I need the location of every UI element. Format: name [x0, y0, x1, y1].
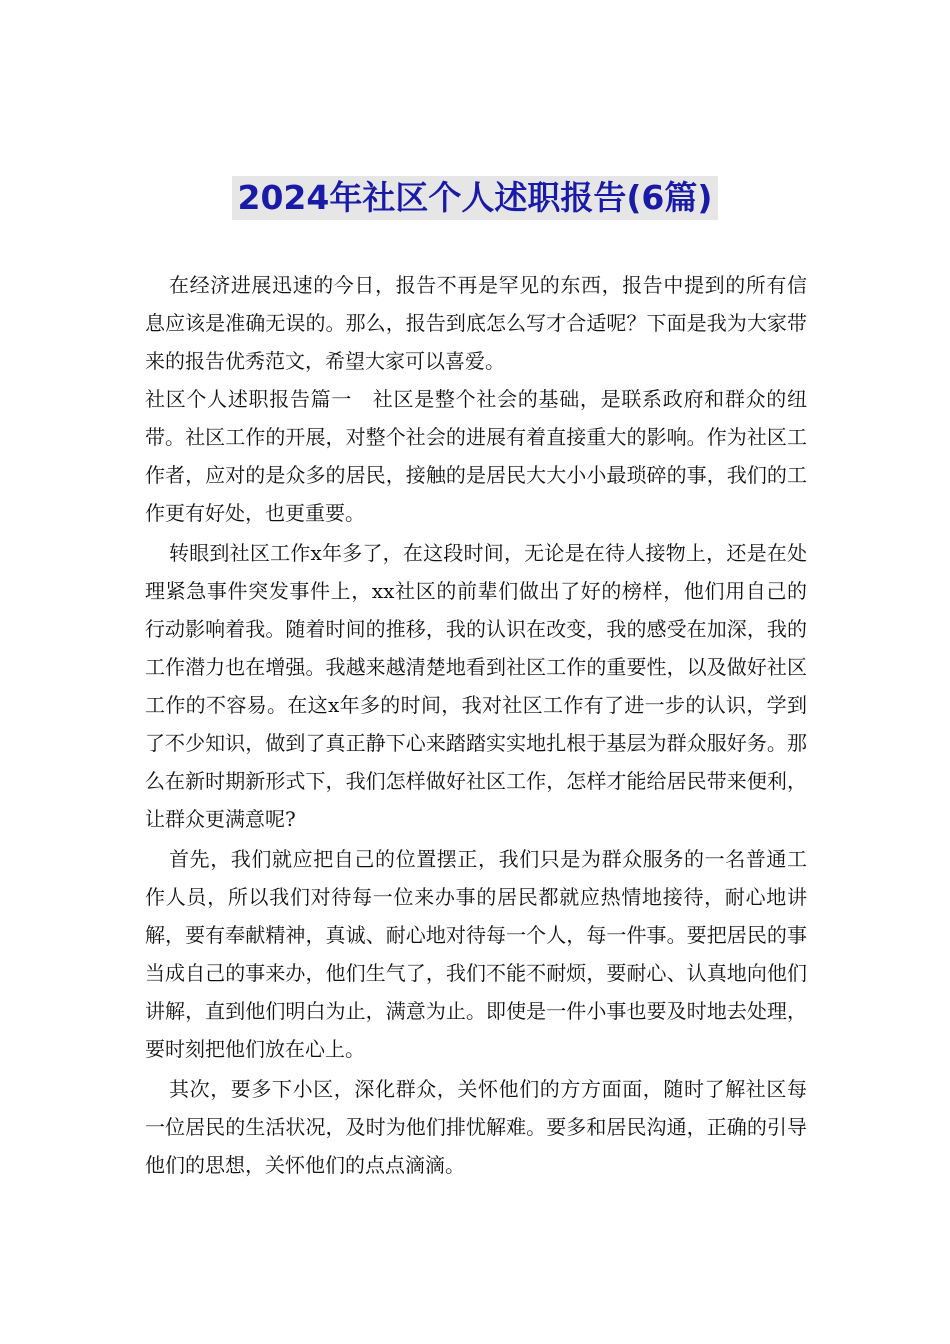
paragraph-section-one: 社区个人述职报告篇一 社区是整个社会的基础，是联系政府和群众的纽带。社区工作的开展，对整个社会的进展有着直接重大的影响。作为社区工作者，应对的是众多的居民，接触的是居民大大小小最琐碎的事，我们的工作更有好处，也更重要。 [145, 387, 807, 525]
paragraph-first: 首先，我们就应把自己的位置摆正，我们只是为群众服务的一名普通工作人员，所以我们对待每一位来办事的居民都就应热情地接待，耐心地讲解，要有奉献精神，真诚、耐心地对待每一个人，每一件事。要把居民的事当成自己的事来办，他们生气了，我们不能不耐烦，要耐心、认真地向他们讲解，直到他们明白为止，满意为止。即使是一件小事也要及时地去处理，要时刻把他们放在心上。 [145, 847, 807, 1061]
title-container [0, 176, 950, 220]
paragraph-experience: 转眼到社区工作x年多了，在这段时间，无论是在待人接物上，还是在处理紧急事件突发事件上，xx社区的前辈们做出了好的榜样，他们用自己的行动影响着我。随着时间的推移，我的认识在改变，我的感受在加深，我的工作潜力也在增强。我越来越清楚地看到社区工作的重要性，以及做好社区工作的不容易。在这x年多的时间，我对社区工作有了进一步的认识，学到了不少知识，做到了真正静下心来踏踏实实地扎根于基层为群众服好务。那么在新时期新形式下，我们怎样做好社区工作，怎样才能给居民带来便利，让群众更满意呢? [145, 541, 807, 831]
document-body [145, 266, 807, 1184]
paragraph-intro: 在经济进展迅速的今日，报告不再是罕见的东西，报告中提到的所有信息应该是准确无误的。那么，报告到底怎么写才合适呢？下面是我为大家带来的报告优秀范文，希望大家可以喜爱。 [145, 273, 807, 373]
paragraph-second: 其次，要多下小区，深化群众，关怀他们的方方面面，随时了解社区每一位居民的生活状况，及时为他们排忧解难。要多和居民沟通，正确的引导他们的思想，关怀他们的点点滴滴。 [145, 1077, 807, 1177]
document-title: 2024年社区个人述职报告(6篇) [232, 176, 719, 220]
